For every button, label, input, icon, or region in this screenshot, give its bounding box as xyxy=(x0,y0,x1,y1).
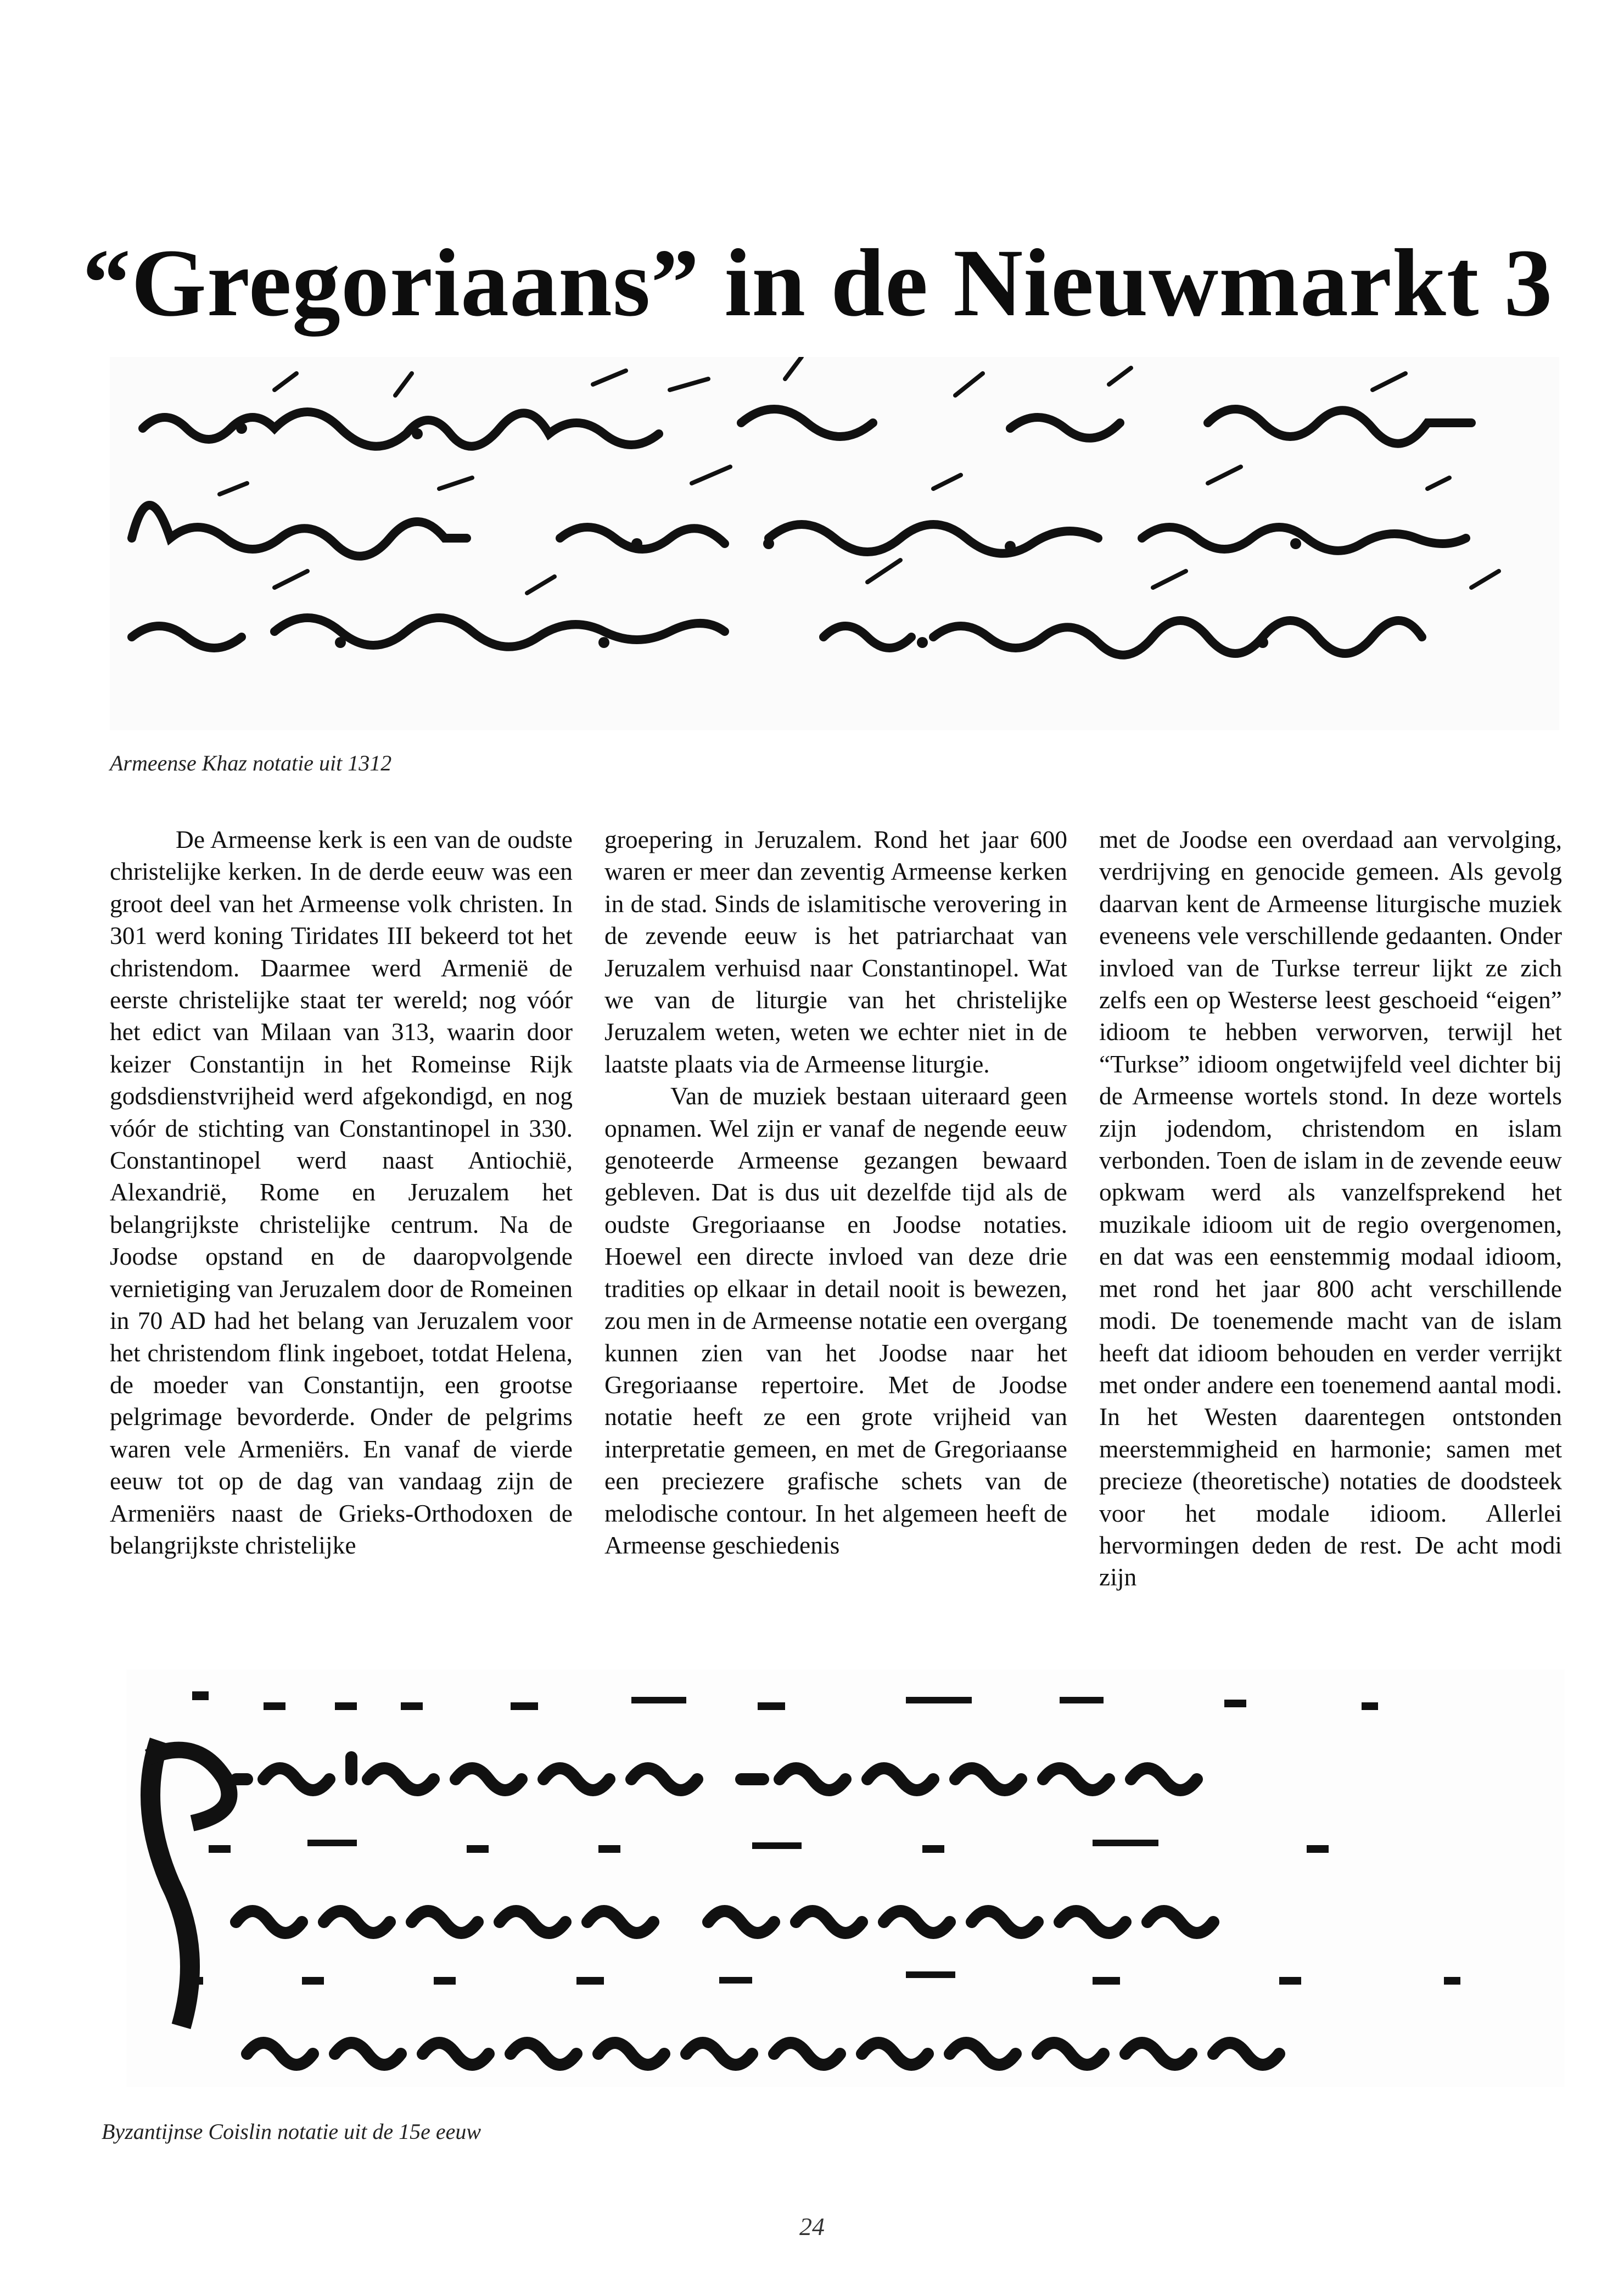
column-2 xyxy=(604,824,1067,1620)
article-body xyxy=(110,824,1562,1620)
armenian-khaz-manuscript-icon xyxy=(110,357,1559,730)
paragraph: groepering in Jeruzalem. Rond het jaar 600 waren er meer dan zeventig Armeense kerken in de stad. Sinds de islamitische verovering in de zevende eeuw is het patriarchaat van Jeruzalem verhuisd naar Constantinopel. Wat we van de liturgie van het christelijke Jeruzalem weten, weten we echter niet in de laatste plaats via de Armeense liturgie. xyxy=(604,825,1067,1078)
page-title: “Gregoriaans” in de Nieuwmarkt 3 xyxy=(82,229,1553,337)
paragraph: met de Joodse een overdaad aan vervolging, verdrijving en genocide gemeen. Als gevolg daarvan kent de Armeense liturgische muziek eveneens vele verschillende gedaanten. Onder invloed van de Turkse terreur lijkt ze zich zelfs een op Westerse leest geschoeid “eigen” idioom te hebben verworven, terwijl het “Turkse” idioom ongetwijfeld veel dichter bij de Armeense wortels stond. In deze wortels zijn jodendom, christendom en islam verbonden. Toen de islam in de zevende eeuw opkwam werd als vanzelfsprekend het muzikale idioom uit de regio overgenomen, en dat was een eenstemmig modaal idioom, met rond het jaar 800 acht verschillende modi. De toenemende macht van de islam heeft dat idioom behouden en verder verrijkt met onder andere een toenemend aantal modi. In het Westen daarentegen ontstonden meerstemmigheid en harmonie; samen met precieze (theoretische) notaties de doodsteek voor het modale idioom. Allerlei hervormingen deden de rest. De acht modi zijn xyxy=(1099,825,1562,1591)
byzantine-coislin-manuscript-icon xyxy=(126,1669,1565,2087)
column-1 xyxy=(110,824,573,1620)
bottom-figure-caption: Byzantijnse Coislin notatie uit de 15e eeuw xyxy=(102,2119,481,2144)
paragraph: De Armeense kerk is een van de oudste christelijke kerken. In de derde eeuw was een groot deel van het Armeense volk christen. In 301 werd koning Tiridates III bekeerd tot het christendom. Daarmee werd Armenië de eerste christelijke staat ter wereld; nog vóór het edict van Milaan van 313, waarin door keizer Constantijn in het Romeinse Rijk godsdienstvrijheid werd afgekondigd, en nog vóór de stichting van Constantinopel in 330. Constantinopel werd naast Antiochië, Alexandrië, Rome en Jeruzalem het belangrijkste christelijke centrum. Na de Joodse opstand en de daaropvolgende vernietiging van Jeruzalem door de Romeinen in 70 AD had het belang van Jeruzalem voor het christendom flink ingeboet, totdat Helena, de moeder van Constantijn, een grootse pelgrimage bevorderde. Onder de pelgrims waren vele Armeniërs. En vanaf de vierde eeuw tot op de dag van vandaag zijn de Armeniërs naast de Grieks-Orthodoxen de belangrijkste christelijke xyxy=(110,825,573,1559)
byzantine-coislin-manuscript-image xyxy=(126,1669,1565,2087)
page-number: 24 xyxy=(799,2213,825,2241)
armenian-khaz-manuscript-image xyxy=(110,357,1559,730)
top-figure-caption: Armeense Khaz notatie uit 1312 xyxy=(110,751,392,775)
paragraph: Van de muziek bestaan uiteraard geen opnamen. Wel zijn er vanaf de negende eeuw genoteerde Armeense gezangen bewaard gebleven. Dat is dus uit dezelfde tijd als de oudste Gregoriaanse en Joodse notaties. Hoewel een directe invloed van deze drie tradities op elkaar in detail nooit is bewezen, zou men in de Armeense notatie een overgang kunnen zien van het Joodse naar het Gregoriaanse repertoire. Met de Joodse notatie heeft ze een grote vrijheid van interpretatie gemeen, en met de Gregoriaanse een preciezere grafische schets van de melodische contour. In het algemeen heeft de Armeense geschiedenis xyxy=(604,1082,1067,1559)
column-3 xyxy=(1099,824,1562,1620)
